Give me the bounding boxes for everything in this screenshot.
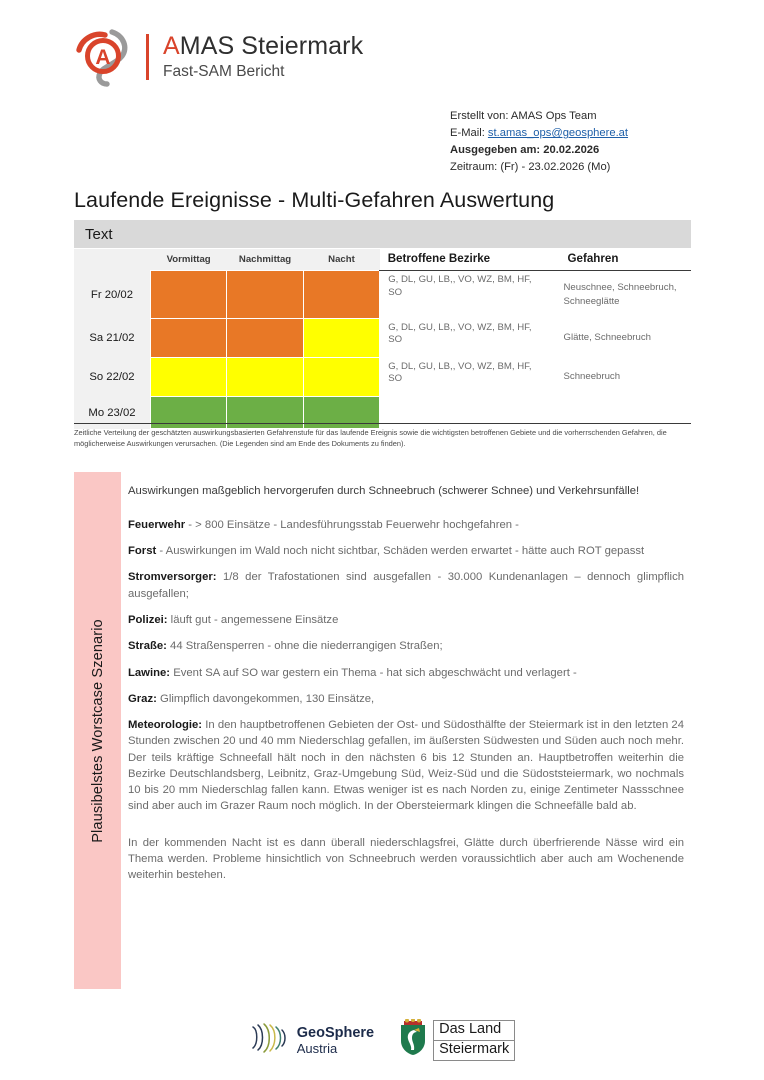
amas-circular-a-logo-icon bbox=[72, 26, 138, 88]
scenario-entry bbox=[128, 612, 684, 628]
hazard-table-element bbox=[74, 249, 691, 429]
app-title bbox=[163, 33, 363, 60]
row-day-label: So 22/02 bbox=[74, 358, 150, 397]
scenario-entry-text: In den hauptbetroffenen Gebieten der Ost- und Südosthälfte der Steiermark ist in den letzten 24 Stunden zwischen 20 und 40 mm Niederschlag gefallen, im äußersten Südwesten und Süden auch noch mehr. Der teils kräftige Schneefall hält noch in den nächsten 6 bis 12 Stunden an. Hauptbetroffen weiterhin die Bezirke Deutschlandsberg, Leibnitz, Graz-Umgebung Süd, Weiz-Süd und die Südoststeiermark, wo nochmals 10 bis 20 mm Niederschlag fallen kann. Etwas weniger ist es nach Norden zu, einige Zentimeter Nassschnee sind aber auch im Grazer Raum noch möglich. In der Obersteiermark klingen die Schneefälle bald ab. bbox=[128, 719, 684, 813]
scenario-sidebar-label: Plausibelstes Worstcase Szenario bbox=[89, 618, 106, 843]
meta-created-by: Erstellt von: AMAS Ops Team bbox=[450, 110, 597, 122]
row-day-label: Sa 21/02 bbox=[74, 319, 150, 358]
amas-logo-block bbox=[72, 26, 363, 88]
scenario-entry-text: 44 Straßensperren - ohne die niederrangigen Straßen; bbox=[166, 640, 443, 653]
scenario-entry-text: 1/8 der Trafostationen sind ausgefallen - 30.000 Kundenanlagen – dennoch glimpflich ausgefallen; bbox=[128, 571, 684, 600]
scenario-entry bbox=[128, 665, 684, 681]
hazard-cell-nachmittag[interactable] bbox=[227, 319, 303, 358]
meta-issued-value: 20.02.2026 bbox=[543, 144, 600, 157]
table-row bbox=[74, 271, 691, 319]
scenario-entry-text: läuft gut - angemessene Einsätze bbox=[167, 614, 339, 626]
footer-logos bbox=[0, 1019, 764, 1062]
land-steiermark-logo bbox=[398, 1019, 515, 1062]
header-day bbox=[74, 249, 150, 271]
app-title-accent: A bbox=[163, 31, 180, 60]
meta-email-row bbox=[450, 125, 690, 142]
scenario-entry-key: Meteorologie: bbox=[128, 719, 203, 732]
scenario-entry-text: - > 800 Einsätze - Landesführungsstab Feuerwehr hochgefahren - bbox=[185, 518, 519, 531]
scenario-entry-key: Graz: bbox=[128, 692, 157, 705]
scenario-entries bbox=[128, 517, 684, 815]
hazard-cell-nacht[interactable] bbox=[303, 319, 379, 358]
meta-issued-label: Ausgegeben am: bbox=[450, 144, 541, 157]
land-wordmark bbox=[433, 1020, 515, 1060]
row-gefahren: Neuschnee, Schneebruch, Schneeglätte bbox=[560, 271, 692, 319]
document-meta bbox=[450, 108, 690, 177]
meta-period-value: 23.02.2026 (Mo) bbox=[528, 161, 611, 174]
hazard-cell-nacht[interactable] bbox=[303, 271, 379, 319]
land-line2: Steiermark bbox=[433, 1041, 515, 1061]
table-header-row bbox=[74, 249, 691, 271]
header-bezirke: Betroffene Bezirke bbox=[380, 249, 560, 271]
hazard-cell-nachmittag[interactable] bbox=[227, 271, 303, 319]
text-band bbox=[74, 220, 691, 248]
geosphere-wordmark bbox=[297, 1026, 374, 1055]
row-gefahren: Schneebruch bbox=[560, 358, 692, 397]
geosphere-waves-icon bbox=[249, 1021, 289, 1060]
scenario-sidebar bbox=[74, 472, 121, 989]
scenario-entry-key: Lawine: bbox=[128, 666, 171, 679]
hazard-table bbox=[74, 249, 691, 429]
table-row bbox=[74, 358, 691, 397]
scenario-entry-text: Glimpflich davongekommen, 130 Einsätze, bbox=[156, 692, 375, 705]
meta-email-link[interactable]: st.amas_ops@geosphere.at bbox=[487, 127, 629, 140]
table-footnote: Zeitliche Verteilung der geschätzten auswirkungsbasierten Gefahrenstufe für das laufende Ereignis sowie die wichtigsten betroffenen Gebiete und die vorherrschenden Gefahren, die möglicherweise Auswirkungen verursachen. (Die Legenden sind am Ende des Dokuments zu finden). bbox=[74, 428, 667, 449]
header-vormittag: Vormittag bbox=[150, 249, 226, 271]
meta-period-label: Zeitraum: (Fr) - bbox=[450, 161, 526, 174]
header-nacht: Nacht bbox=[303, 249, 379, 271]
hazard-cell-nacht[interactable] bbox=[303, 358, 379, 397]
scenario-entry-text: - Auswirkungen im Wald noch nicht sichtbar, Schäden werden erwartet - hätte auch ROT gepasst bbox=[156, 545, 645, 558]
scenario-entry bbox=[128, 691, 684, 707]
app-subtitle: Fast-SAM Bericht bbox=[163, 62, 285, 80]
scenario-closing: In der kommenden Nacht ist es dann überall niederschlagsfrei, Glätte durch überfrierende Nässe wird ein Thema werden. Probleme hinsichtlich von Schneebruch werden voraussichtlich aber auch am Wochenende weiterhin bestehen. bbox=[128, 836, 684, 882]
meta-period-row bbox=[450, 159, 690, 176]
header-nachmittag: Nachmittag bbox=[227, 249, 303, 271]
row-day-label: Fr 20/02 bbox=[74, 271, 150, 319]
hazard-cell-vormittag[interactable] bbox=[150, 319, 226, 358]
land-line1: Das Land bbox=[433, 1020, 515, 1041]
header-gefahren: Gefahren bbox=[560, 249, 692, 271]
row-bezirke: G, DL, GU, LB,, VO, WZ, BM, HF, SO bbox=[380, 271, 560, 319]
geosphere-line2: Austria bbox=[296, 1040, 338, 1056]
steiermark-panther-crest-icon bbox=[398, 1019, 428, 1062]
document-header bbox=[0, 0, 764, 100]
hazard-cell-nachmittag[interactable] bbox=[227, 358, 303, 397]
row-gefahren: Glätte, Schneebruch bbox=[560, 319, 692, 358]
geosphere-line1: GeoSphere bbox=[296, 1024, 375, 1041]
row-bezirke: G, DL, GU, LB,, VO, WZ, BM, HF, SO bbox=[380, 319, 560, 358]
geosphere-logo bbox=[249, 1021, 374, 1060]
svg-text:A: A bbox=[95, 46, 111, 69]
section-title: Laufende Ereignisse - Multi-Gefahren Auswertung bbox=[74, 188, 555, 212]
scenario-entry-key: Polizei: bbox=[128, 614, 168, 626]
row-day-label: Mo 23/02 bbox=[74, 397, 150, 429]
row-bezirke: G, DL, GU, LB,, VO, WZ, BM, HF, SO bbox=[380, 358, 560, 397]
scenario-lede: Auswirkungen maßgeblich hervorgerufen durch Schneebruch (schwerer Schnee) und Verkehrsunfälle! bbox=[128, 485, 640, 497]
scenario-body bbox=[128, 483, 684, 893]
scenario-entry-key: Straße: bbox=[128, 640, 167, 653]
hazard-cell-vormittag[interactable] bbox=[150, 271, 226, 319]
hazard-table-body bbox=[74, 271, 691, 429]
logo-divider bbox=[146, 34, 149, 80]
scenario-entry-key: Stromversorger: bbox=[128, 571, 217, 584]
scenario-entry-key: Feuerwehr bbox=[128, 518, 186, 531]
hazard-cell-vormittag[interactable] bbox=[150, 358, 226, 397]
scenario-entry-key: Forst bbox=[128, 545, 157, 558]
table-row bbox=[74, 319, 691, 358]
scenario-entry bbox=[128, 517, 684, 533]
scenario-entry bbox=[128, 717, 684, 815]
table-bottom-rule bbox=[74, 423, 691, 424]
meta-issued-row bbox=[450, 142, 690, 159]
app-title-rest: MAS Steiermark bbox=[179, 31, 364, 60]
text-band-label: Text bbox=[85, 225, 113, 243]
scenario-entry bbox=[128, 543, 684, 559]
scenario-entry bbox=[128, 569, 684, 602]
meta-email-label: E-Mail: bbox=[450, 127, 485, 140]
scenario-entry-text: Event SA auf SO war gestern ein Thema - hat sich abgeschwächt und verlagert - bbox=[170, 666, 577, 679]
scenario-entry bbox=[128, 638, 684, 654]
